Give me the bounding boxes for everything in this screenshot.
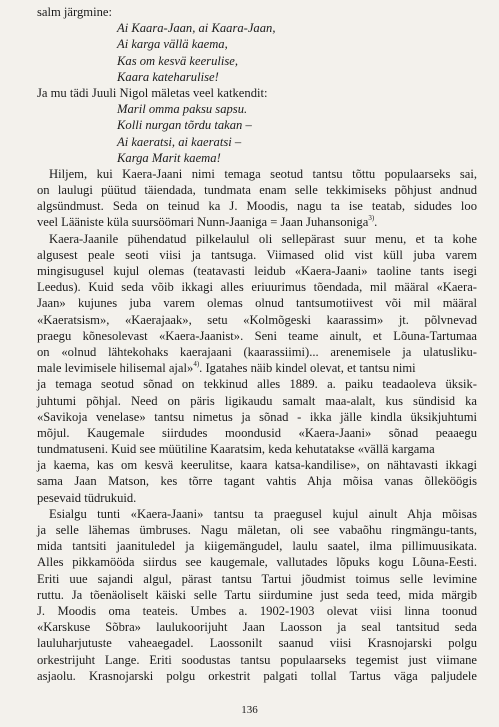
text-line: pesevaid tüdrukuid. <box>37 490 137 505</box>
text-line: salm järgmine: <box>37 5 112 19</box>
text-line: lauluharjutuste vaheaegadel. Laossonilt saanud viisi Krasnojarski polgu <box>37 636 477 651</box>
text-line: ja kaema, kas om kesvä keerulitse, kaara katsa-kandilise», on nähtavasti ikkagi <box>37 458 477 473</box>
verse-line: Ai kaeratsi, ai kaeratsi – <box>117 134 242 149</box>
text-line: Esialgu tunti «Kaera-Jaani» tantsu ta praegusel kujul ainult Ahja mõisas <box>49 506 477 521</box>
text-line: mida tantsiti jaanituledel ja kiigemängudel, laulu saatel, ilma pillimuusikata. <box>37 539 477 554</box>
text-line: Jaan» kujunes juba varem olemas olnud tantsumotiivest või mil määral <box>37 296 477 311</box>
text-line: male levimisele hilisemal ajal»$^{4)}$. Igatahes näib kindel olevat, et tantsu nimi <box>37 360 416 376</box>
text-line: on «olnud lähtekohaks kaerajaani (kaarassiimi)... arenemisele ja ulatusliku- <box>37 344 477 359</box>
text-line: ja selle lähemas ümbruses. Nagu mäletan, oli see vabaõhu ringmängu-tants, <box>37 523 477 537</box>
text-line: ruttu. Ja tõenäoliselt käiski selle Tartu siirdumine just seda teed, mida märgib <box>37 587 477 602</box>
text-line: on laulugi püütud täiendada, tundmata enam selle tekkimiseks põhjust andnud <box>37 183 477 198</box>
text-line: Alles pikkamööda siirdus see kaugemale, vallutades lõpuks kogu Lõuna-Eesti. <box>37 555 477 570</box>
text-line: J. Moodis oma teateis. Umbes a. 1902-1903 olevat viisi linna toonud <box>37 603 477 618</box>
verse-line: Karga Marit kaema! <box>117 150 221 165</box>
text-line: Leedus). Kuid seda võib ikkagi alles eriuurimus tõendada, mil määral «Kaera- <box>37 280 477 295</box>
text-line: algsündmust. Seda on teinud ka J. Moodis, nagu ta ise teatab, sidudes loo <box>37 199 477 214</box>
verse-line: Kas om kesvä keerulise, <box>117 53 239 68</box>
page-number: 136 <box>241 704 258 716</box>
verse-line: Kolli nurgan tõrdu takan – <box>117 118 252 133</box>
text-line: «Karskuse Sõbra» laulukoorijuht Jaan Laosson ja seal tantsitud seda <box>37 620 477 635</box>
verse-line: Maril omma paksu sapsu. <box>117 102 248 117</box>
text-line: mingisugusel kujul olemas (teatavasti leidub «Kaera-Jaani» taoline tants isegi <box>37 264 477 278</box>
text-line: ja temaga seotud sõnad on tekkinud alles 1889. a. paiku teadaoleva üksik- <box>37 377 477 392</box>
text-line: mõjul. Kaugemale siirdudes moondusid «Kaera-Jaani» sõnad peaaegu <box>37 425 477 440</box>
body-text <box>37 4 477 684</box>
text-line: Eriti uue sajandi algul, pärast tantsu Tartui jõudmist toimus selle levimine <box>37 571 477 586</box>
text-line: asjaolu. Krasnojarski polgu orkestrit palgati tollal Tartus väga paljudele <box>37 668 477 683</box>
text-line: «Kaeratsism», «Kaerajaak», setu «Kolmõgeski kaarassim» jt. põlvnevad <box>37 312 477 327</box>
verse-line: Ai Kaara-Jaan, ai Kaara-Jaan, <box>117 21 276 36</box>
verse-line: Kaara kateharulise! <box>117 69 219 84</box>
text-line: tundmatuseni. Kuid see müütiline Kaaratsim, keda kehutatakse «vällä kargama <box>37 442 435 457</box>
text-line: veel Lääniste küla suursöömari Nunn-Jaaniga = Jaan Juhansoniga$^{3)}$. <box>37 214 378 230</box>
footnote-marker: 3) <box>368 214 375 223</box>
text-line: juhtumi põhjal. Need on päris ligikaudu samalt maa-alalt, kus sündisid ka <box>37 393 477 408</box>
footnote-marker: 4) <box>193 360 200 369</box>
text-line: «Savikoja venelase» tantsu nimetus ja sõnad - ikka jälle kindla üksikjuhtumi <box>37 409 477 424</box>
verse-line: Ai karga vällä kaema, <box>117 37 228 52</box>
text-line: Kaera-Jaanile pühendatud pilkelaulul oli sellepärast suur menu, et ta kohe <box>49 231 477 246</box>
text-line: praegu kõnesolevast «Kaera-Jaanist». Seni teame ainult, et Lõuna-Tartumaa <box>37 328 477 343</box>
text-line: Ja mu tädi Juuli Nigol mäletas veel katkendit: <box>37 85 268 100</box>
text-line: orkestrijuht Lange. Eriti soodustas tantsu populaarseks tegemist just viimane <box>37 652 477 667</box>
text-line: sama Jaan Matson, kes tõrre tagant vahtis Ahja mõisa vanas õlleköögis <box>37 474 477 489</box>
text-line: algusest peale seoti viisi ja tantsuga. Viimased olid vist küll juba varem <box>37 247 477 262</box>
text-line: Hiljem, kui Kaera-Jaani nimi temaga seotud tantsu tõttu populaarseks sai, <box>49 166 477 181</box>
